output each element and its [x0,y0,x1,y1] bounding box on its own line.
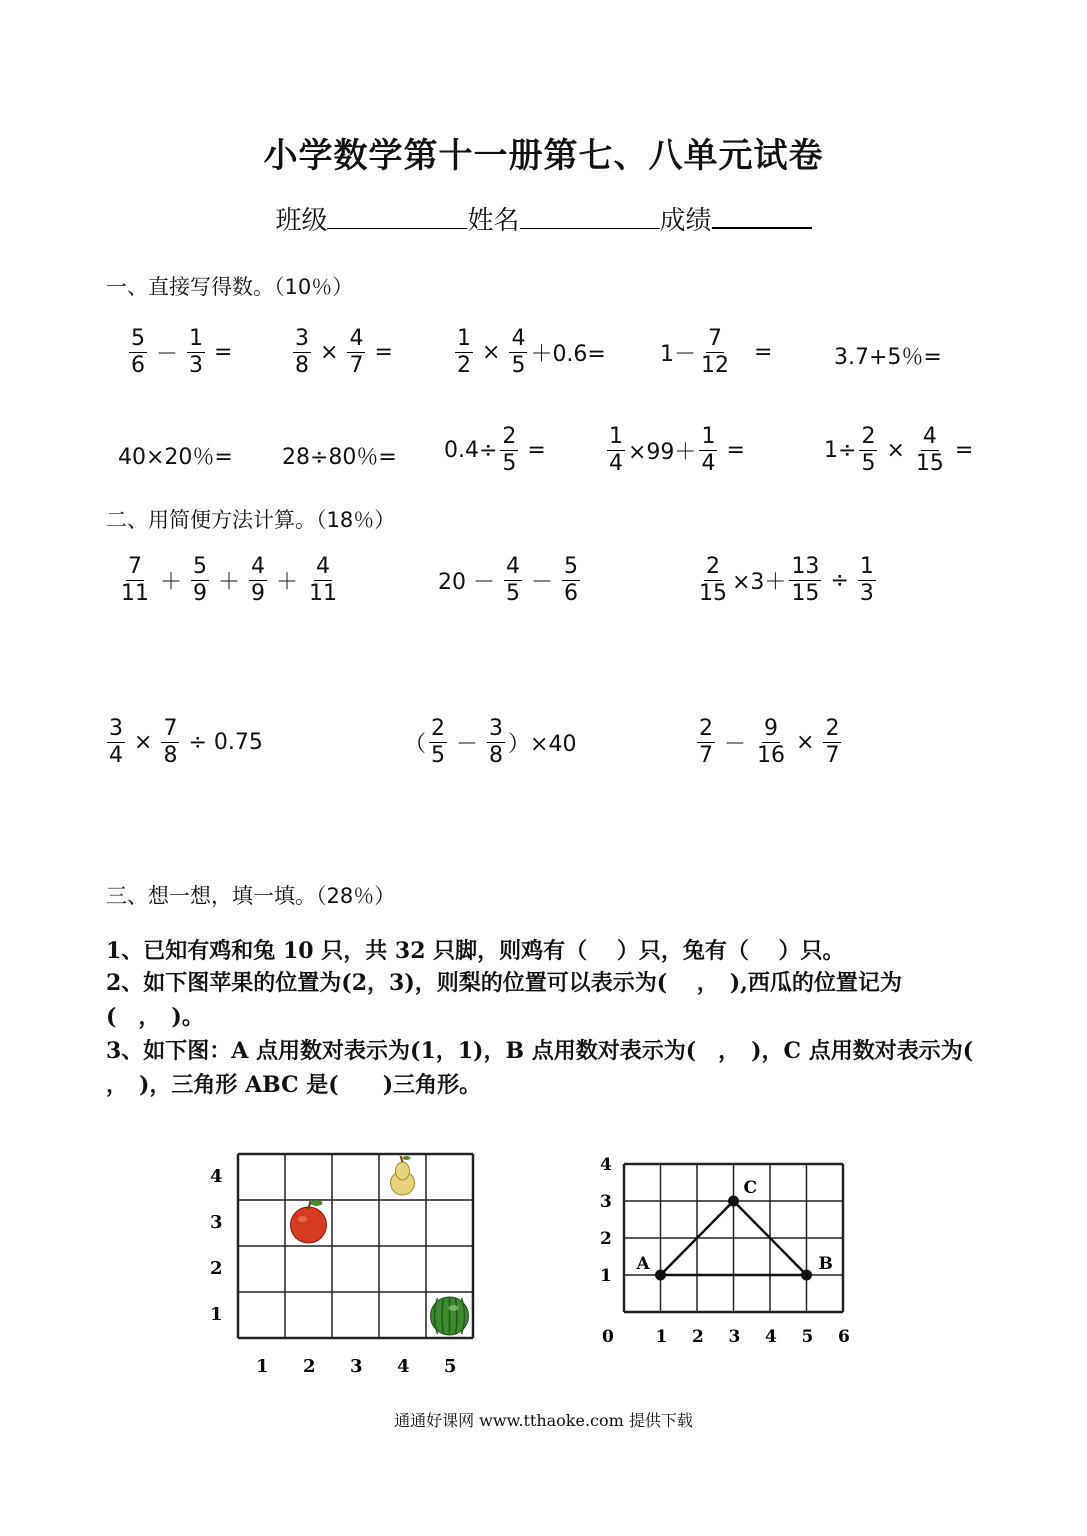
fraction: $\frac{5}{6}$ [131,326,145,378]
fraction: $\frac{2}{7}$ [825,716,840,768]
fraction: $\frac{7}{11}$ [121,554,149,606]
x-tick-label: 4 [765,1327,777,1347]
s1-r1-expr1: $\frac{5}{6}$ － $\frac{1}{3}$ = [131,326,233,378]
s2-r1-expr2: 20 － $\frac{4}{5}$ － $\frac{5}{6}$ [438,554,579,606]
point-label-b: B [818,1254,833,1274]
point-c [728,1196,739,1207]
fraction: $\frac{4}{11}$ [309,554,338,606]
class-blank[interactable] [327,206,467,229]
fraction: $\frac{4}{9}$ [251,554,266,606]
s1-r2-expr2: 28÷80％= [282,445,397,470]
y-tick-label: 3 [210,1212,223,1233]
question-3: 3、如下图：A 点用数对表示为(1，1)，B 点用数对表示为( ， )，C 点用数对表示为( ， )，三角形 ABC 是( )三角形。 [106,1038,1003,1098]
x-tick-label: 2 [692,1327,704,1347]
fraction: $\frac{1}{2}$ [457,326,471,378]
y-tick-label: 4 [210,1166,223,1187]
student-info-line [0,200,1087,237]
x-tick-label: 3 [728,1327,741,1347]
fraction: $\frac{1}{3}$ [859,554,874,606]
x-tick-label: 4 [397,1356,410,1377]
pear-icon [391,1156,415,1195]
y-tick-label: 1 [600,1266,612,1286]
fruit-grid-y-labels [210,1166,223,1325]
page-title: 小学数学第十一册第七、八单元试卷 [263,136,824,176]
point-label-c: C [743,1178,758,1198]
s1-r1-expr2: $\frac{3}{8}$ × $\frac{4}{7}$ = [295,326,393,378]
question-1: 1、已知有鸡和兔 10 只，共 32 只脚，则鸡有（ ）只，兔有（ ）只。 [106,938,845,964]
fraction: $\frac{2}{7}$ [699,716,713,768]
fraction: $\frac{4}{15}$ [915,424,944,476]
apple-icon [291,1200,327,1243]
fraction: $\frac{2}{5}$ [502,424,517,476]
fraction: $\frac{13}{15}$ [791,554,820,606]
s2-r1-expr3: $\frac{2}{15}$ ×3＋ $\frac{13}{15}$ ÷ $\frac{1}{3}$ [699,554,874,606]
fraction: $\frac{7}{8}$ [163,716,178,768]
fraction: $\frac{4}{5}$ [511,326,526,378]
section-1-heading: 一、直接写得数。（10％） [106,275,354,299]
section-3-heading: 三、想一想，填一填。（28％） [106,884,396,908]
s1-r1-expr4: 1－ $\frac{7}{12}$ = [660,326,773,378]
name-blank[interactable] [520,206,660,229]
x-tick-label: 0 [602,1327,614,1347]
y-tick-label: 3 [600,1192,612,1212]
triangle-grid-figure [590,1140,870,1360]
triangle-grid-lines [624,1164,843,1312]
s1-r2-expr4: $\frac{1}{4}$ ×99＋ $\frac{1}{4}$ = [609,424,745,476]
point-a [655,1270,666,1281]
fraction: $\frac{1}{4}$ [701,424,716,476]
fraction: $\frac{3}{8}$ [489,716,504,768]
score-label: 成绩 [659,206,712,236]
point-label-a: A [636,1254,650,1274]
y-tick-label: 4 [600,1155,612,1175]
watermelon-icon [431,1297,469,1335]
triangle-grid-y-labels [600,1155,612,1286]
s1-r1-expr3: $\frac{1}{2}$ × $\frac{4}{5}$ ＋0.6= [457,326,606,378]
fraction: $\frac{2}{5}$ [431,716,446,768]
fraction: $\frac{4}{7}$ [349,326,364,378]
y-tick-label: 1 [210,1304,223,1325]
y-tick-label: 2 [210,1258,223,1279]
x-tick-label: 6 [838,1327,850,1347]
fraction: $\frac{2}{15}$ [699,554,727,606]
fraction: $\frac{4}{5}$ [506,554,520,606]
fraction: $\frac{3}{8}$ [295,326,309,378]
y-tick-label: 2 [600,1229,612,1249]
fraction: $\frac{1}{4}$ [609,424,623,476]
score-blank[interactable] [712,205,812,229]
fraction: $\frac{3}{4}$ [109,716,123,768]
x-tick-label: 1 [256,1356,269,1377]
s2-r2-expr1: $\frac{3}{4}$ × $\frac{7}{8}$ ÷ 0.75 [109,716,263,768]
class-label: 班级 [275,206,328,236]
s2-r1-expr1: $\frac{7}{11}$ ＋ $\frac{5}{9}$ ＋ $\frac{4}{9}$ ＋ $\frac{4}{11}$ [121,554,338,606]
fraction: $\frac{9}{16}$ [757,716,786,768]
fraction: $\frac{7}{12}$ [701,326,729,378]
footer-credit: 通通好课网 www.tthaoke.com 提供下载 [394,1411,693,1430]
s1-r2-expr1: 40×20％= [118,445,233,470]
s1-r2-expr3: 0.4÷ $\frac{2}{5}$ = [444,424,546,476]
x-tick-label: 5 [444,1356,457,1377]
x-tick-label: 2 [303,1356,316,1377]
fraction: $\frac{2}{5}$ [861,424,876,476]
fraction: $\frac{5}{9}$ [193,554,208,606]
x-tick-label: 3 [350,1356,363,1377]
fruit-grid-x-labels [256,1356,457,1377]
fruit-grid-figure [196,1140,496,1390]
fraction: $\frac{5}{6}$ [564,554,579,606]
fraction: $\frac{1}{3}$ [189,326,204,378]
s1-r2-expr5: 1÷ $\frac{2}{5}$ × $\frac{4}{15}$ = [824,424,974,476]
name-label: 姓名 [467,206,520,236]
s2-r2-expr3: $\frac{2}{7}$ － $\frac{9}{16}$ × $\frac{2}{7}$ [699,716,840,768]
s2-r2-expr2: （ $\frac{2}{5}$ － $\frac{3}{8}$ ）×40 [404,716,577,768]
x-tick-label: 5 [801,1327,814,1347]
section-2-heading: 二、用简便方法计算。（18％） [106,508,396,532]
question-2: 2、如下图苹果的位置为(2，3)，则梨的位置可以表示为( ， ),西瓜的位置记为( ， )。 [106,970,902,1030]
s1-r1-expr5: 3.7+5％= [834,345,942,370]
x-tick-label: 1 [655,1327,668,1347]
triangle-grid-x-labels [602,1327,850,1347]
point-b [801,1270,812,1281]
